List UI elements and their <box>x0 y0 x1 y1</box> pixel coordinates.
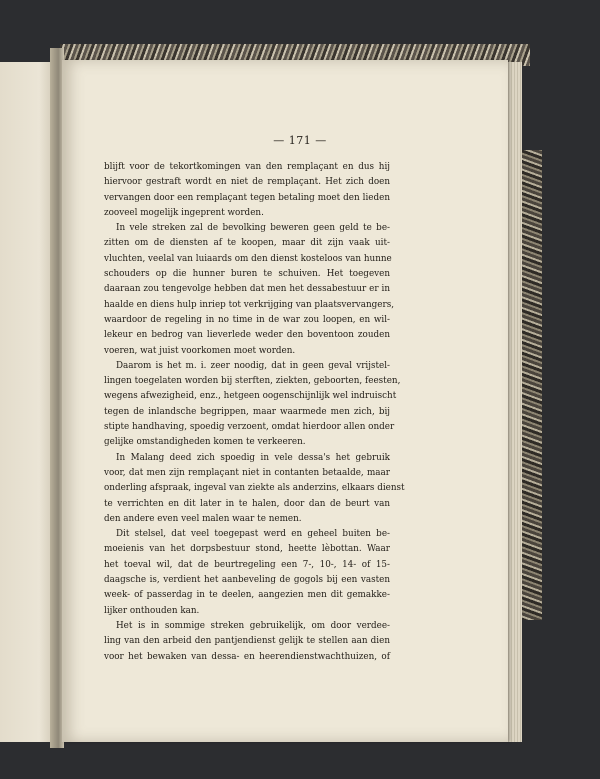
text-line: In Malang deed zich spoedig in vele dessa's het gebruik <box>116 452 390 463</box>
text-line: daagsche is, verdient het aanbeveling de gogols bij een vasten <box>104 575 390 586</box>
text-line: wegens afwezigheid, enz., hetgeen oogenschijnlijk wel indruischt <box>104 391 397 402</box>
text-line: zitten om de diensten af te koopen, maar dit zijn vaak uit- <box>104 238 390 249</box>
text-line: Dit stelsel, dat veel toegepast werd en geheel buiten be- <box>116 529 390 540</box>
text-line: blijft voor de tekortkomingen van den remplaçant en dus hij <box>104 162 390 172</box>
text-line: lijker onthouden kan. <box>104 605 200 616</box>
text-line: te verrichten en dit later in te halen, door dan de beurt van <box>104 498 390 509</box>
text-line: onderling afspraak, ingeval van ziekte als anderzins, elkaars dienst <box>104 483 405 494</box>
text-line: ling van den arbeid den pantjendienst gelijk te stellen aan dien <box>104 636 390 647</box>
text-line: gelijke omstandigheden komen te verkeeren. <box>104 437 306 448</box>
text-line: het toeval wil, dat de beurtregeling een 7-, 10-, 14- of 15- <box>104 559 390 570</box>
text-line: week- of passerdag in te deelen, aangezien men dit gemakke- <box>104 590 390 601</box>
text-line: voeren, wat juist voorkomen moet worden. <box>104 345 296 356</box>
text-line: lekeur en bedrog van lieverlede weder den boventoon zouden <box>104 330 390 341</box>
text-line: haalde en diens hulp inriep tot verkrijging van plaatsvervangers, <box>104 299 395 310</box>
text-line: In vele streken zal de bevolking beweren geen geld te be- <box>116 223 390 234</box>
text-line: hiervoor gestraft wordt en niet de remplaçant. Het zich doen <box>104 177 390 188</box>
text-line: Daarom is het m. i. zeer noodig, dat in geen geval vrijstel- <box>116 360 390 371</box>
text-line: vluchten, veelal van luiaards om den dienst kosteloos van hunne <box>104 253 392 264</box>
body-text <box>104 160 405 665</box>
text-line: tegen de inlandsche begrippen, maar waarmede men zich, bij <box>104 406 390 417</box>
text-line: waardoor de regeling in no time in de war zou loopen, en wil- <box>104 314 390 325</box>
text-line: zooveel mogelijk ingeprent worden. <box>104 207 264 218</box>
text-line: Het is in sommige streken gebruikelijk, om door verdee- <box>116 620 390 631</box>
text-line: den andere even veel malen waar te nemen. <box>104 513 302 524</box>
text-line: vervangen door een remplaçant tegen betaling moet den lieden <box>104 192 390 203</box>
left-page <box>0 62 56 742</box>
text-line: voor, dat men zijn remplaçant niet in contanten betaalde, maar <box>104 467 390 478</box>
text-line: moeienis van het dorpsbestuur stond, heette lèbottan. Waar <box>104 544 390 555</box>
book-cover-edge-right <box>520 150 542 620</box>
text-line: daaraan zou tengevolge hebben dat men het dessabestuur er in <box>104 284 390 295</box>
text-line: schouders op die hunner buren te schuiven. Het toegeven <box>104 269 390 280</box>
text-line: voor het bewaken van dessa- en heerendienstwachthuizen, of <box>104 651 390 662</box>
page-number: — 171 — <box>273 134 327 147</box>
text-line: lingen toegelaten worden bij sterften, ziekten, geboorten, feesten, <box>104 376 401 387</box>
text-line: stipte handhaving, spoedig verzoent, omdat hierdoor allen onder <box>104 422 395 433</box>
